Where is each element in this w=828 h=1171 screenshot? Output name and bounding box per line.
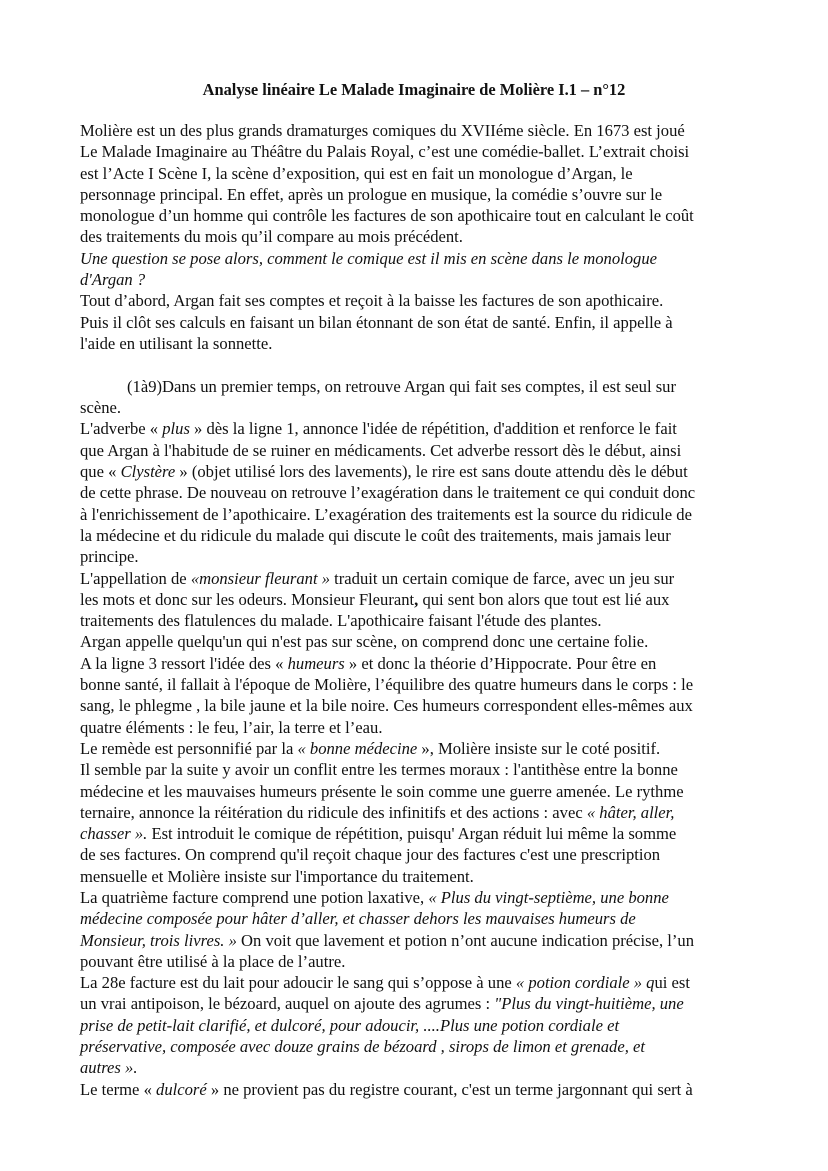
text-line [80, 930, 752, 951]
text-line: médecine et les mauvaises humeurs présente le soin comme une guerre amenée. Le rythme [80, 781, 684, 801]
text-run: Est introduit le comique de répétition, puisqu' Argan réduit lui même la somme [147, 824, 677, 844]
text-line [80, 972, 752, 993]
text-line: traitements des flatulences du malade. L'apothicaire faisant l'étude des plantes. [80, 611, 602, 631]
text-line: bonne santé, il fallait à l'époque de Molière, l’équilibre des quatre humeurs dans le corps : le [80, 675, 694, 695]
text-line: Tout d’abord, Argan fait ses comptes et reçoit à la baisse les factures de son apothicaire. [80, 291, 664, 311]
text-line: mensuelle et Molière insiste sur l'importance du traitement. [80, 866, 474, 886]
text-run: ternaire, annonce la réitération du ridicule des infinitifs et des actions : avec [80, 802, 587, 822]
bold-run: , [414, 589, 419, 609]
plan-paragraph [80, 290, 752, 354]
text-line [80, 802, 752, 823]
text-line [80, 653, 752, 674]
quote-run: chasser ». [80, 824, 148, 844]
text-run: », Molière insiste sur le coté positif. [417, 738, 661, 758]
text-line: Le Malade Imaginaire au Théâtre du Palais Royal, c’est une comédie-ballet. L’extrait choisi [80, 142, 690, 162]
blank-line [80, 354, 752, 376]
text-line: Argan appelle quelqu'un qui n'est pas sur scène, on comprend donc une certaine folie. [80, 632, 649, 652]
part1-section [80, 376, 752, 1100]
quote-run: Clystère [120, 462, 176, 482]
text-run: La quatrième facture comprend une potion laxative, [80, 887, 429, 907]
text-line: médecine composée pour hâter d’aller, et chasser dehors les mauvaises humeurs de [80, 909, 636, 929]
quote-run: "Plus du vingt-huitième, une [494, 994, 684, 1014]
text-run: Le remède est personnifié par la [80, 738, 298, 758]
text-run: Le terme « [80, 1079, 157, 1099]
text-run: un vrai antipoison, le bézoard, auquel on ajoute des agrumes : [80, 994, 495, 1014]
text-run: » (objet utilisé lors des lavements), le rire est sans doute attendu dès le début [175, 462, 688, 482]
document-body [80, 120, 752, 1100]
text-line [80, 589, 752, 610]
text-line [80, 738, 752, 759]
quote-run: « Plus du vingt-septième, une bonne [428, 887, 669, 907]
quote-run: « hâter, aller, [586, 802, 675, 822]
text-line: de ses factures. On comprend qu'il reçoit chaque jour des factures c'est une prescription [80, 845, 661, 865]
text-run: ui est [654, 973, 690, 993]
text-line: Puis il clôt ses calculs en faisant un bilan étonnant de son état de santé. Enfin, il appelle à [80, 312, 673, 332]
text-line: personnage principal. En effet, après un prologue en musique, la comédie s’ouvre sur le [80, 184, 663, 204]
text-line: scène. [80, 398, 121, 418]
text-line: autres ». [80, 1058, 138, 1078]
text-run: traduit un certain comique de farce, avec un jeu sur [330, 568, 675, 588]
quote-run: Monsieur, trois livres. » [80, 930, 237, 950]
text-line: des traitements du mois qu’il compare au mois précédent. [80, 227, 463, 247]
quote-run: plus [162, 419, 190, 439]
text-run: les mots et donc sur les odeurs. Monsieur Fleurant [80, 589, 415, 609]
text-run: La 28e facture est du lait pour adoucir le sang qui s’oppose à une [80, 973, 516, 993]
text-run: » dès la ligne 1, annonce l'idée de répétition, d'addition et renforce le fait [189, 419, 677, 439]
text-line: de cette phrase. De nouveau on retrouve l’exagération dans le traitement ce qui conduit donc [80, 483, 696, 503]
text-run: L'adverbe « [80, 419, 163, 439]
text-line [80, 418, 752, 439]
document-title: Analyse linéaire Le Malade Imaginaire de Molière I.1 – n°12 [202, 80, 626, 99]
text-line [80, 993, 752, 1014]
text-line [80, 1079, 752, 1100]
text-run: que « [80, 462, 121, 482]
text-line: quatre éléments : le feu, l’air, la terre et l’eau. [80, 717, 383, 737]
quote-run: « potion cordiale » q [515, 973, 655, 993]
text-run: L'appellation de [80, 568, 191, 588]
text-line: Il semble par la suite y avoir un conflit entre les termes moraux : l'antithèse entre la bonne [80, 760, 678, 780]
text-line: prise de petit-lait clarifié, et dulcoré, pour adoucir, ....Plus une potion cordiale et [80, 1015, 620, 1035]
text-line: pouvant être utilisé à la place de l’autre. [80, 951, 346, 971]
text-run: qui sent bon alors que tout est lié aux [418, 589, 670, 609]
text-line: sang, le phlegme , la bile jaune et la bile noire. Ces humeurs correspondent elles-mêmes aux [80, 696, 693, 716]
text-run: On voit que lavement et potion n’ont aucune indication précise, l’un [236, 930, 694, 950]
intro-paragraph [80, 120, 752, 248]
text-line: Molière est un des plus grands dramaturges comiques du XVIIéme siècle. En 1673 est joué [80, 121, 685, 140]
text-line: d'Argan ? [80, 270, 146, 290]
quote-run: humeurs [287, 653, 345, 673]
text-run: » et donc la théorie d’Hippocrate. Pour être en [344, 653, 657, 673]
text-line: principe. [80, 547, 139, 567]
text-line: que Argan à l'habitude de se ruiner en médicaments. Cet adverbe ressort dès le début, ainsi [80, 440, 682, 460]
text-run: A la ligne 3 ressort l'idée des « [80, 653, 288, 673]
text-line: monologue d’un homme qui contrôle les factures de son apothicaire tout en calculant le coût [80, 206, 694, 226]
text-line: préservative, composée avec douze grains de bézoard , sirops de limon et grenade, et [80, 1037, 645, 1057]
text-run: » ne provient pas du registre courant, c'est un terme jargonnant qui sert à [206, 1079, 693, 1099]
text-line: à l'enrichissement de l’apothicaire. L’exagération des traitements est la source du ridicule de [80, 504, 692, 524]
text-line: l'aide en utilisant la sonnette. [80, 333, 273, 353]
text-line: Une question se pose alors, comment le comique est il mis en scène dans le monologue [80, 248, 657, 268]
text-line: (1à9)Dans un premier temps, on retrouve Argan qui fait ses comptes, il est seul sur [127, 376, 677, 396]
text-line: la médecine et du ridicule du malade qui discute le coût des traitements, mais jamais leur [80, 525, 671, 545]
quote-run: «monsieur fleurant » [190, 568, 331, 588]
text-line [80, 461, 752, 482]
text-line [80, 568, 752, 589]
text-line: est l’Acte I Scène I, la scène d’exposition, qui est en fait un monologue d’Argan, le [80, 163, 633, 183]
quote-run: « bonne médecine [297, 738, 418, 758]
quote-run: dulcoré [156, 1079, 207, 1099]
text-line [80, 823, 752, 844]
problematique [80, 248, 752, 291]
text-line [80, 887, 752, 908]
